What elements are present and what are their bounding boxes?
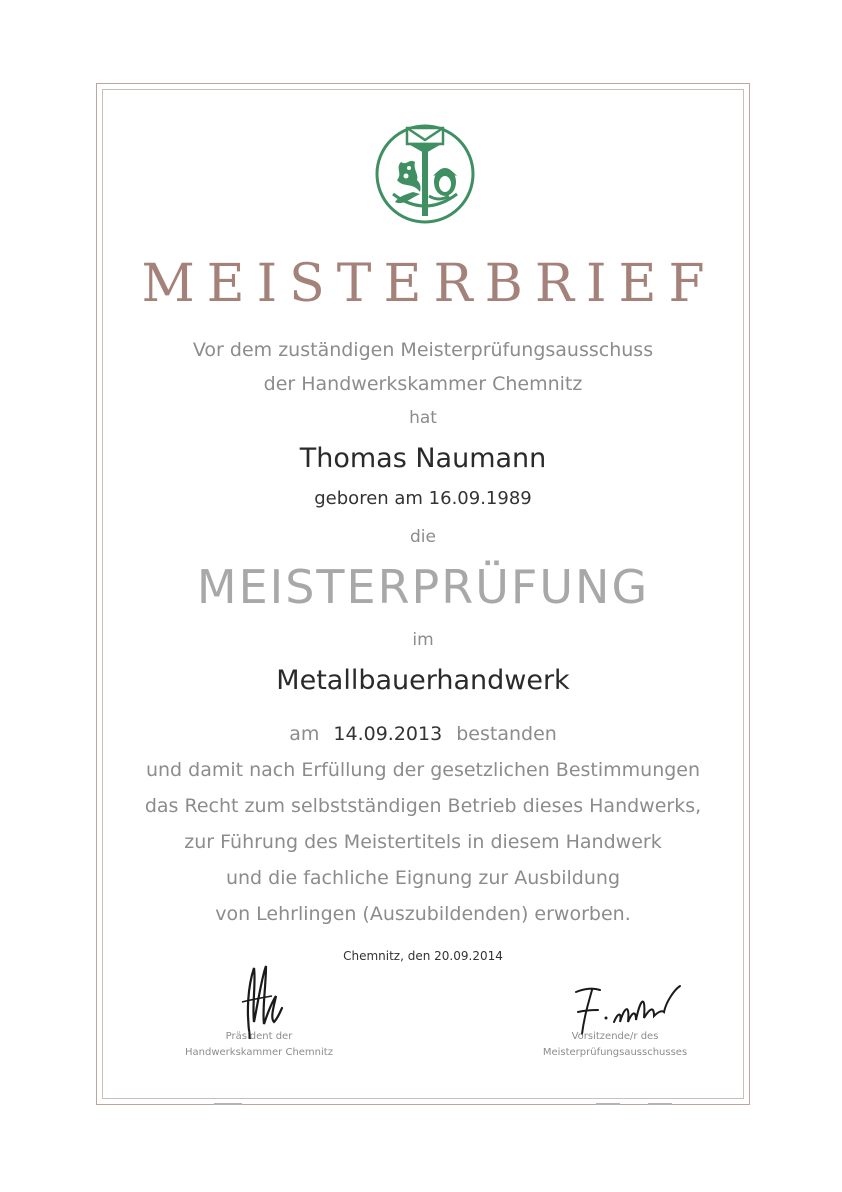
date-prefix: am <box>289 723 320 745</box>
body-line: von Lehrlingen (Auszubildenden) erworben. <box>215 903 631 925</box>
intro-line-1: Vor dem zuständigen Meisterprüfungsausschuss <box>192 339 654 361</box>
body-line: und die fachliche Eignung zur Ausbildung <box>225 867 621 889</box>
recipient-name: Thomas Naumann <box>299 443 547 474</box>
word-hat: hat <box>409 408 437 428</box>
trade-name: Metallbauerhandwerk <box>276 665 570 696</box>
left-signature-label-1: Präsident der <box>225 1031 293 1042</box>
document-title: MEISTERBRIEF <box>141 254 717 314</box>
handwerk-emblem-icon <box>373 122 477 226</box>
word-im: im <box>412 630 434 650</box>
body-line: zur Führung des Meistertitels in diesem Handwerk <box>184 831 662 853</box>
body-line: und damit nach Erfüllung der gesetzlichen Bestimmungen <box>145 759 701 781</box>
left-signature-label-2: Handwerkskammer Chemnitz <box>185 1047 333 1058</box>
word-die: die <box>410 527 436 547</box>
place-and-date: Chemnitz, den 20.09.2014 <box>343 949 503 963</box>
exam-date: 14.09.2013 <box>333 723 443 745</box>
exam-title: MEISTERPRÜFUNG <box>196 560 650 614</box>
scan-mark <box>648 1103 672 1105</box>
body-line: das Recht zum selbstständigen Betrieb dieses Handwerks, <box>144 795 702 817</box>
scan-mark <box>596 1103 620 1105</box>
birth-date-line: geboren am 16.09.1989 <box>314 488 532 509</box>
exam-date-line <box>102 722 744 746</box>
right-signature-label-2: Meisterprüfungsausschusses <box>542 1047 688 1058</box>
intro-line-2: der Handwerkskammer Chemnitz <box>263 373 583 395</box>
right-signature-label-1: Vorsitzende/r des <box>571 1031 659 1042</box>
date-suffix: bestanden <box>456 723 557 745</box>
scan-mark <box>214 1103 242 1105</box>
